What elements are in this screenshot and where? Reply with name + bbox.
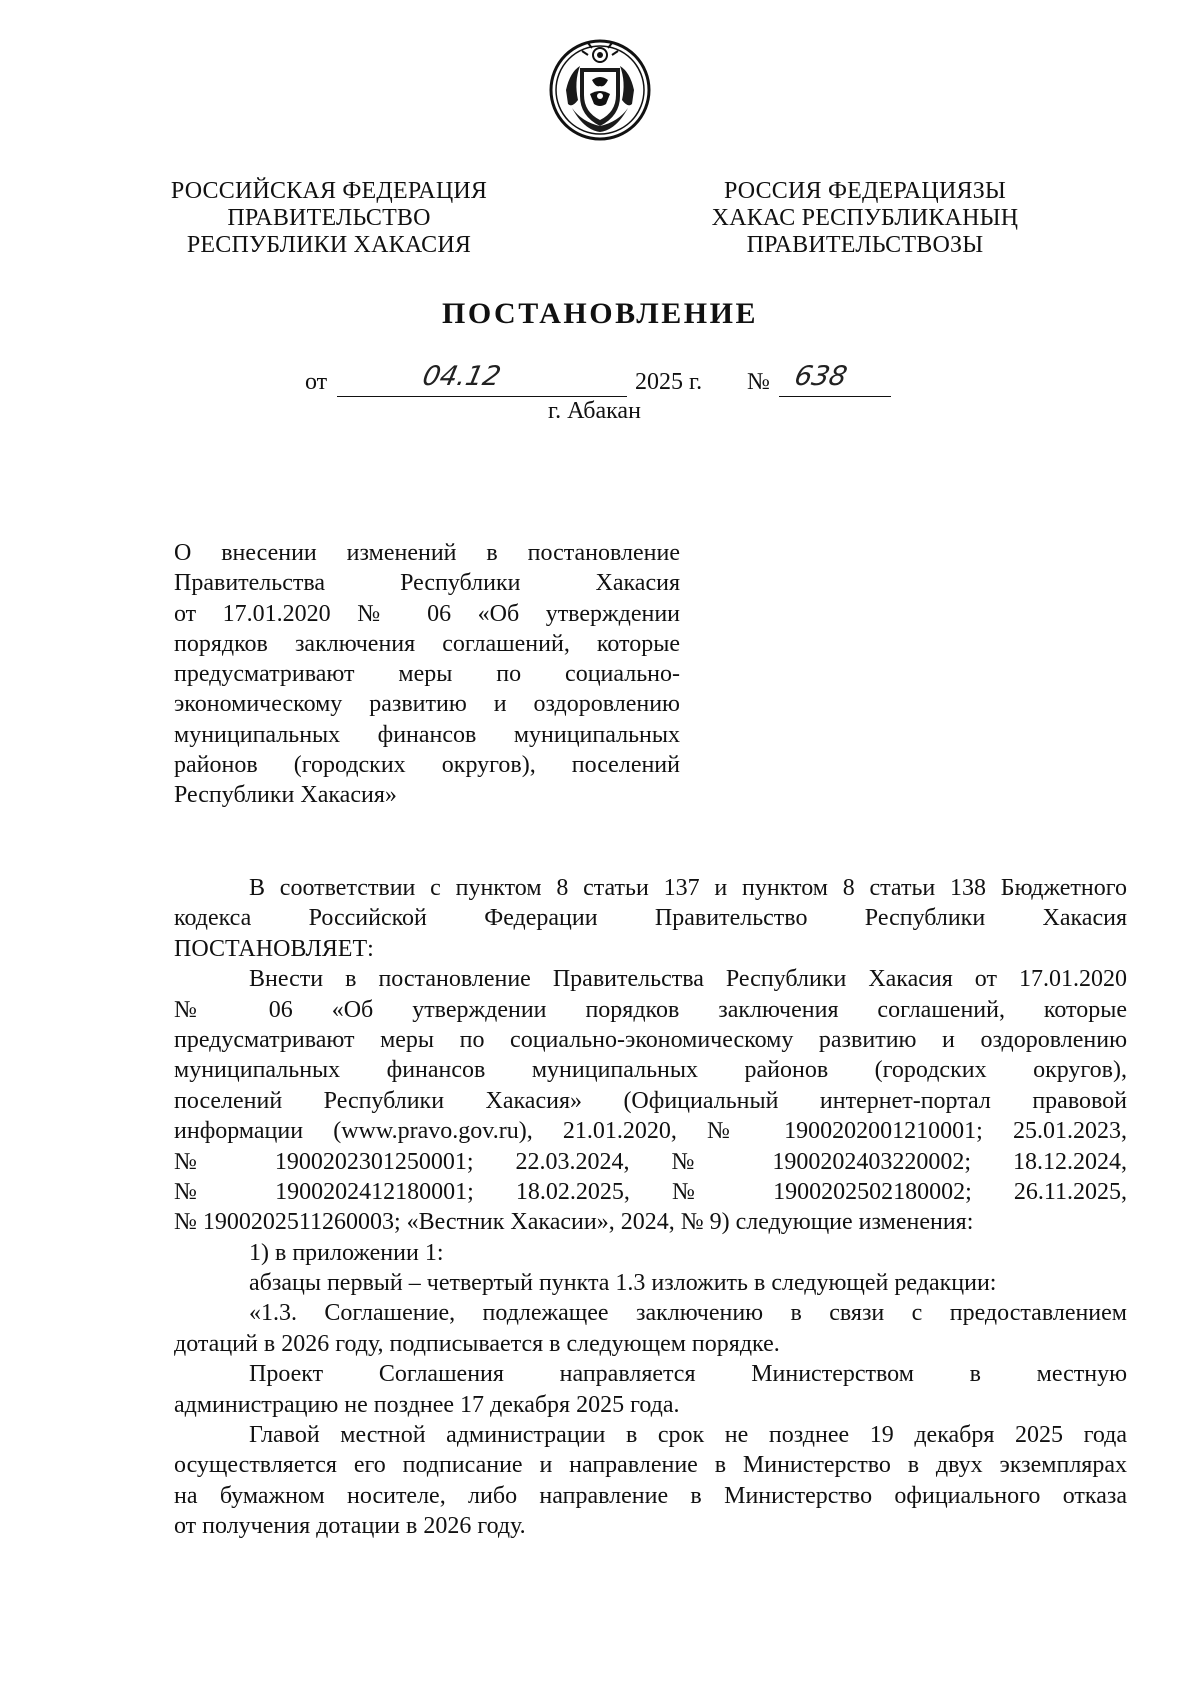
coat-of-arms-emblem — [548, 38, 652, 142]
body-line: от получения дотации в 2026 году. — [174, 1513, 526, 1540]
header-left-line: РЕСПУБЛИКИ ХАКАСИЯ — [186, 232, 472, 258]
date-prefix: от — [305, 369, 328, 395]
body-line: № 1900202511260003; «Вестник Хакасии», 2024, № 9) следующие изменения: — [174, 1209, 974, 1236]
body-line: предусматривают меры по социально-экономическому развитию и оздоровлению — [174, 1026, 1127, 1053]
body-line: № 1900202301250001; 22.03.2024, № 1900202403220002; 18.12.2024, — [174, 1148, 1127, 1175]
body-line: поселений Республики Хакасия» (Официальный интернет-портал правовой — [174, 1087, 1127, 1114]
document-type-title: ПОСТАНОВЛЕНИЕ — [442, 297, 758, 330]
body-line: Главой местной администрации в срок не позднее 19 декабря 2025 года — [249, 1422, 1127, 1449]
subject-line: районов (городских округов), поселений — [174, 752, 680, 779]
subject-line: от 17.01.2020 № 06 «Об утверждении — [174, 600, 680, 627]
body-line: В соответствии с пунктом 8 статьи 137 и пунктом 8 статьи 138 Бюджетного — [249, 875, 1127, 901]
header-right-line: ПРАВИТЕЛЬСТВОЗЫ — [746, 232, 984, 258]
subject-line: порядков заключения соглашений, которые — [174, 630, 680, 657]
body-line: 1) в приложении 1: — [249, 1239, 444, 1266]
body-line: Внести в постановление Правительства Республики Хакасия от 17.01.2020 — [249, 966, 1127, 993]
subject-line: экономическому развитию и оздоровлению — [174, 691, 680, 718]
subject-line: предусматривают меры по социально- — [174, 661, 680, 688]
header-right-line: РОССИЯ ФЕДЕРАЦИЯЗЫ — [723, 178, 1007, 204]
header-right-line: ХАКАС РЕСПУБЛИКАНЫҢ — [711, 205, 1019, 231]
header-left-line: ПРАВИТЕЛЬСТВО — [227, 205, 431, 231]
body-line: информации (www.pravo.gov.ru), 21.01.2020, № 1900202001210001; 25.01.2023, — [174, 1118, 1127, 1145]
number-label: № — [747, 369, 770, 395]
body-line: на бумажном носителе, либо направление в Министерство официального отказа — [174, 1482, 1127, 1509]
body-line: Проект Соглашения направляется Министерством в местную — [249, 1361, 1127, 1388]
body-line: кодекса Российской Федерации Правительство Республики Хакасия — [174, 905, 1127, 932]
header-left-line: РОССИЙСКАЯ ФЕДЕРАЦИЯ — [170, 178, 488, 204]
body-line: дотаций в 2026 году, подписывается в следующем порядке. — [174, 1330, 780, 1357]
handwritten-number: 638 — [791, 361, 850, 392]
body-line: администрацию не позднее 17 декабря 2025 года. — [174, 1391, 680, 1418]
body-line: осуществляется его подписание и направление в Министерство в двух экземплярах — [174, 1452, 1127, 1479]
body-line: ПОСТАНОВЛЯЕТ: — [174, 935, 374, 962]
city: г. Абакан — [548, 398, 641, 424]
date-year: 2025 г. — [635, 369, 703, 395]
body-line: № 06 «Об утверждении порядков заключения соглашений, которые — [174, 996, 1127, 1023]
header-right — [700, 178, 1030, 259]
number-underline — [779, 396, 891, 397]
date-underline — [337, 396, 627, 397]
handwritten-date: 04.12 — [419, 361, 504, 392]
subject-line: О внесении изменений в постановление — [174, 540, 680, 566]
subject-line: Республики Хакасия» — [174, 782, 397, 809]
body-line: № 1900202412180001; 18.02.2025, № 1900202502180002; 26.11.2025, — [174, 1178, 1127, 1205]
subject-line: Правительства Республики Хакасия — [174, 570, 680, 597]
body-line: «1.3. Соглашение, подлежащее заключению в связи с предоставлением — [249, 1300, 1127, 1327]
subject-block — [174, 538, 680, 811]
subject-line: муниципальных финансов муниципальных — [174, 721, 680, 748]
body-line: абзацы первый – четвертый пункта 1.3 изложить в следующей редакции: — [249, 1270, 997, 1297]
header-left — [160, 178, 498, 259]
body-text — [174, 873, 1127, 1542]
body-line: муниципальных финансов муниципальных районов (городских округов), — [174, 1057, 1127, 1084]
